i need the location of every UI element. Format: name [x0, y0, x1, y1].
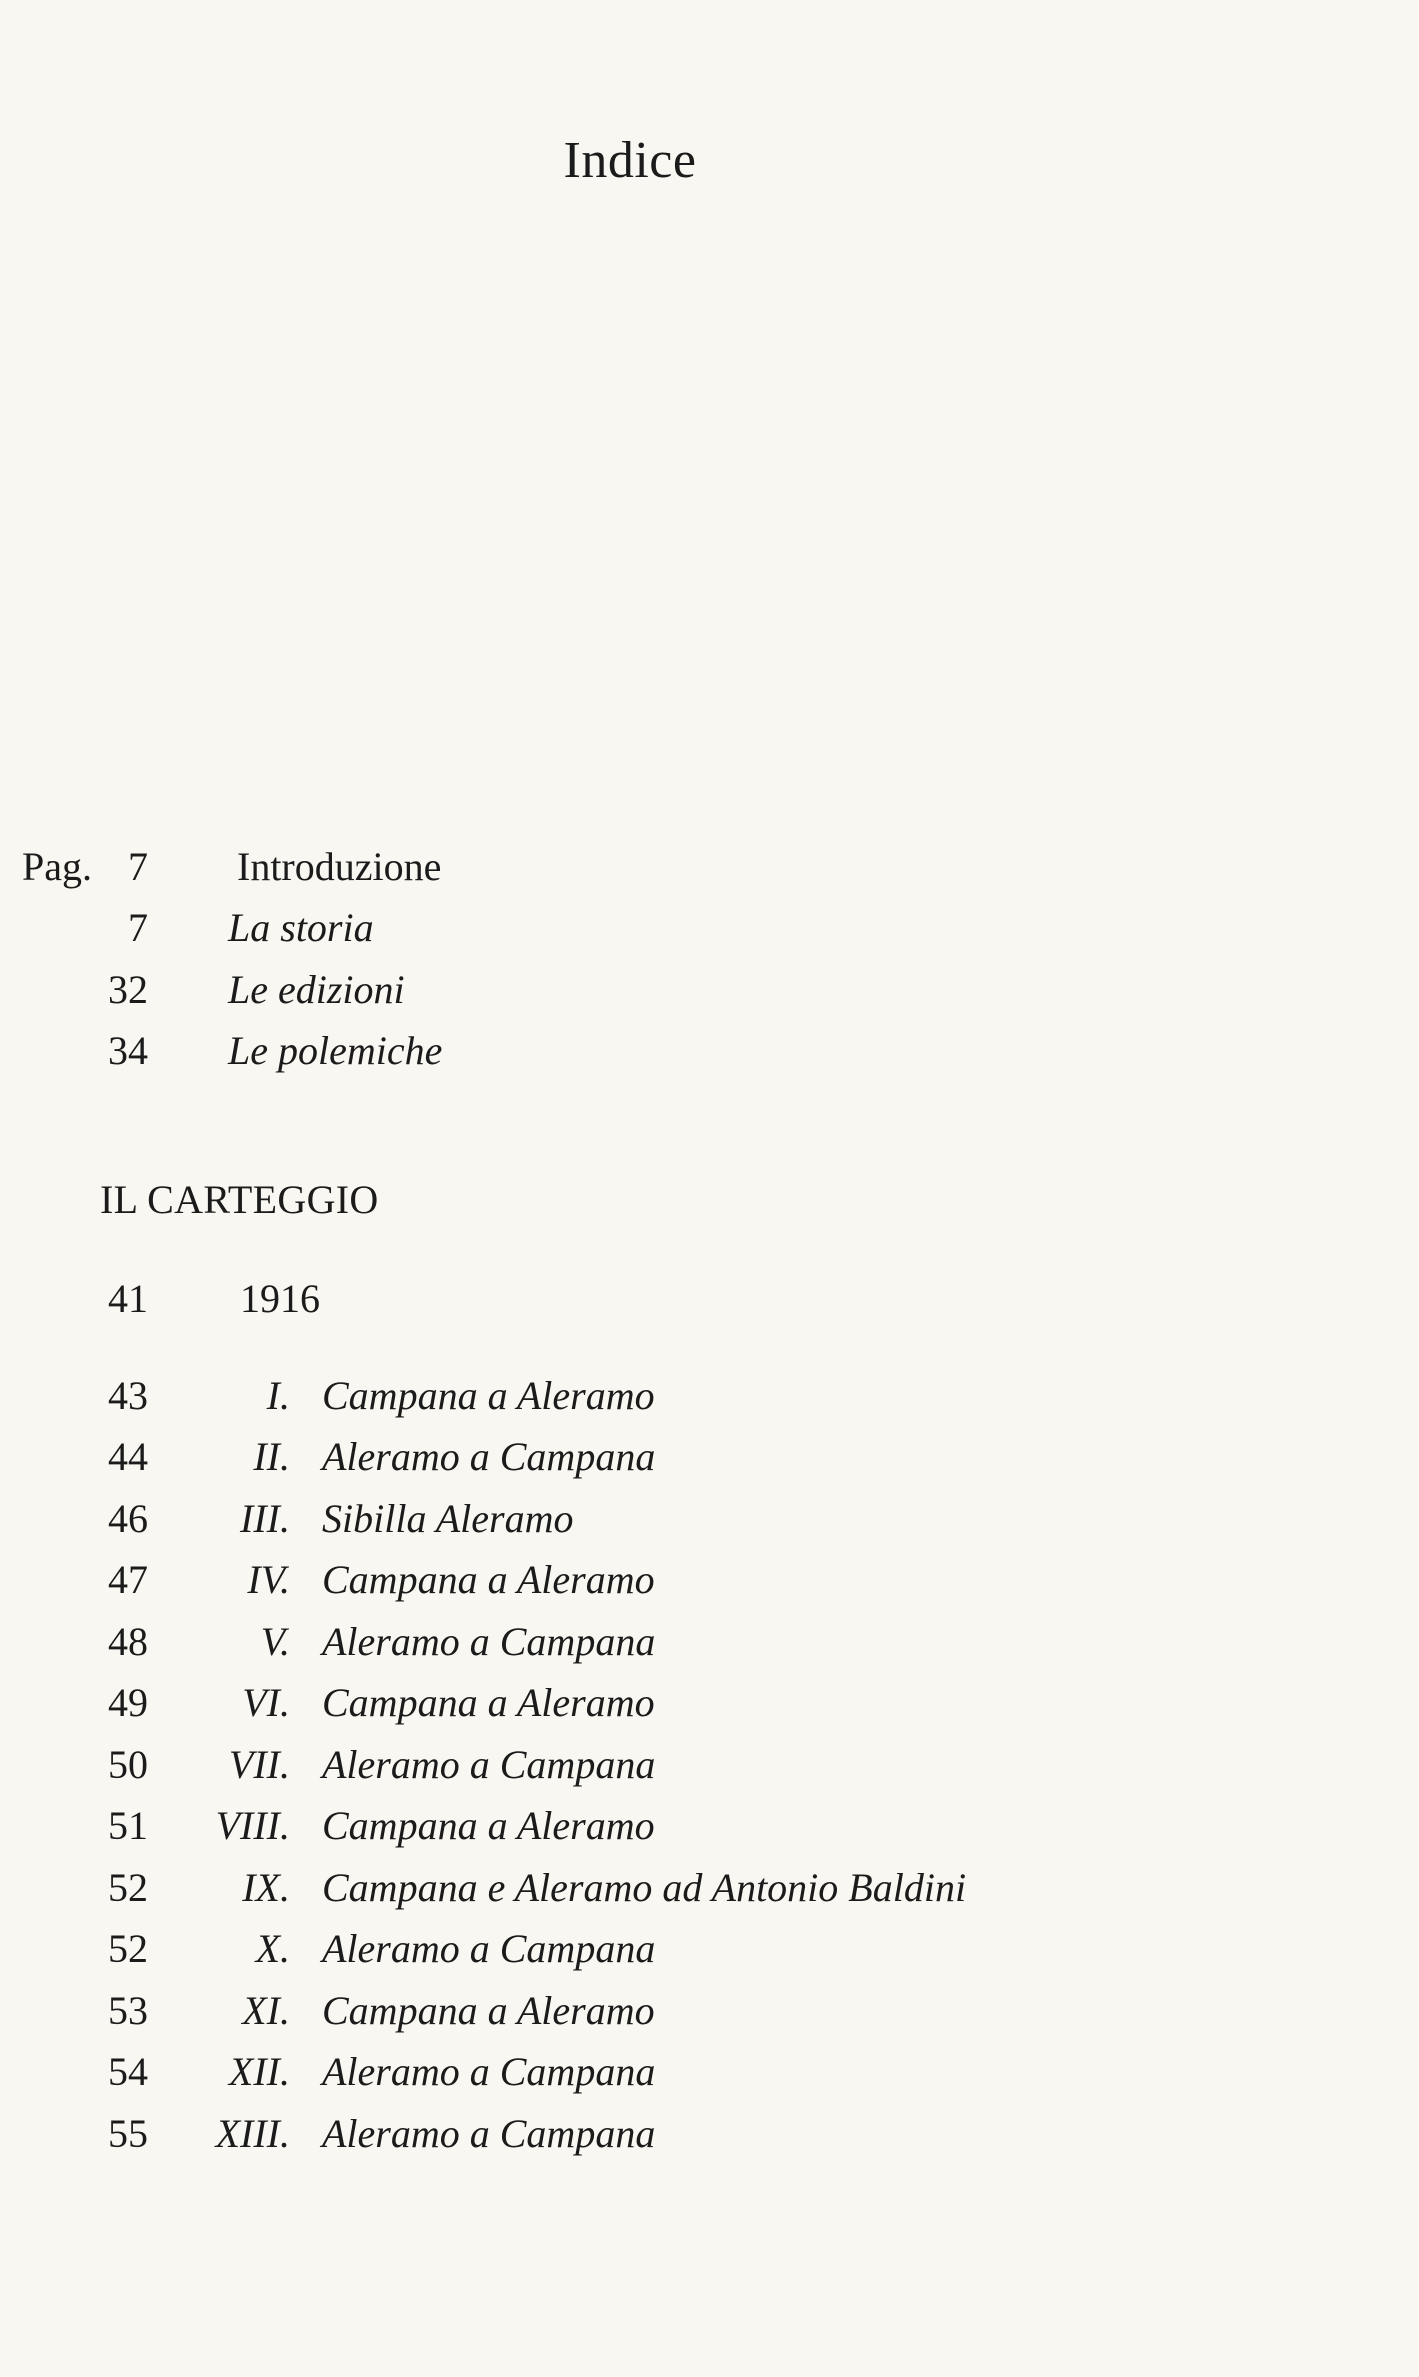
letter-page-number: 52: [108, 1926, 148, 1971]
letter-title: Campana a Aleramo: [322, 1803, 655, 1848]
letter-numeral: XI.: [242, 1988, 290, 2033]
letter-page-number: 50: [108, 1742, 148, 1787]
letter-numeral: IV.: [247, 1557, 290, 1602]
toc-page-number: 7: [128, 844, 148, 889]
letter-page-number: 54: [108, 2049, 148, 2094]
letter-numeral: XII.: [228, 2049, 290, 2094]
letter-title: Aleramo a Campana: [322, 1619, 656, 1664]
letter-page-number: 49: [108, 1680, 148, 1725]
letter-page-number: 47: [108, 1557, 148, 1602]
letter-title: Campana a Aleramo: [322, 1557, 655, 1602]
letter-title: Aleramo a Campana: [322, 1742, 656, 1787]
letter-numeral: VII.: [228, 1742, 290, 1787]
toc-pag-label: Pag.: [22, 844, 92, 889]
section-heading-carteggio: IL CARTEGGIO: [100, 1177, 379, 1222]
letter-numeral: VI.: [242, 1680, 290, 1725]
letter-page-number: 51: [108, 1803, 148, 1848]
letter-title: Campana a Aleramo: [322, 1988, 655, 2033]
letter-title: Campana a Aleramo: [322, 1680, 655, 1725]
letter-numeral: X.: [255, 1926, 290, 1971]
letter-numeral: III.: [240, 1496, 290, 1541]
letter-title: Aleramo a Campana: [322, 2049, 656, 2094]
toc-entry-introduzione: Introduzione: [237, 844, 442, 889]
toc-entry-la-storia: La storia: [228, 905, 374, 950]
letter-numeral: II.: [253, 1434, 290, 1479]
letter-page-number: 44: [108, 1434, 148, 1479]
toc-entry-year: 1916: [240, 1276, 320, 1321]
letter-title: Aleramo a Campana: [322, 1926, 656, 1971]
toc-page-number: 7: [128, 905, 148, 950]
letter-title: Aleramo a Campana: [322, 2111, 656, 2156]
letter-page-number: 52: [108, 1865, 148, 1910]
toc-entry-le-polemiche: Le polemiche: [228, 1028, 443, 1073]
letter-page-number: 43: [108, 1373, 148, 1418]
letter-numeral: XIII.: [215, 2111, 290, 2156]
letter-page-number: 55: [108, 2111, 148, 2156]
page-title: Indice: [563, 132, 697, 189]
letter-title: Sibilla Aleramo: [322, 1496, 574, 1541]
letter-numeral: VIII.: [215, 1803, 290, 1848]
letter-numeral: IX.: [242, 1865, 290, 1910]
letter-page-number: 48: [108, 1619, 148, 1664]
toc-page-number: 32: [108, 967, 148, 1012]
letter-title: Aleramo a Campana: [322, 1434, 656, 1479]
toc-entry-le-edizioni: Le edizioni: [228, 967, 405, 1012]
toc-page-number: 41: [108, 1276, 148, 1321]
toc-page-number: 34: [108, 1028, 148, 1073]
letter-numeral: V.: [260, 1619, 290, 1664]
letter-title: Campana e Aleramo ad Antonio Baldini: [322, 1865, 967, 1910]
letter-page-number: 53: [108, 1988, 148, 2033]
letter-numeral: I.: [266, 1373, 290, 1418]
letter-page-number: 46: [108, 1496, 148, 1541]
letter-title: Campana a Aleramo: [322, 1373, 655, 1418]
